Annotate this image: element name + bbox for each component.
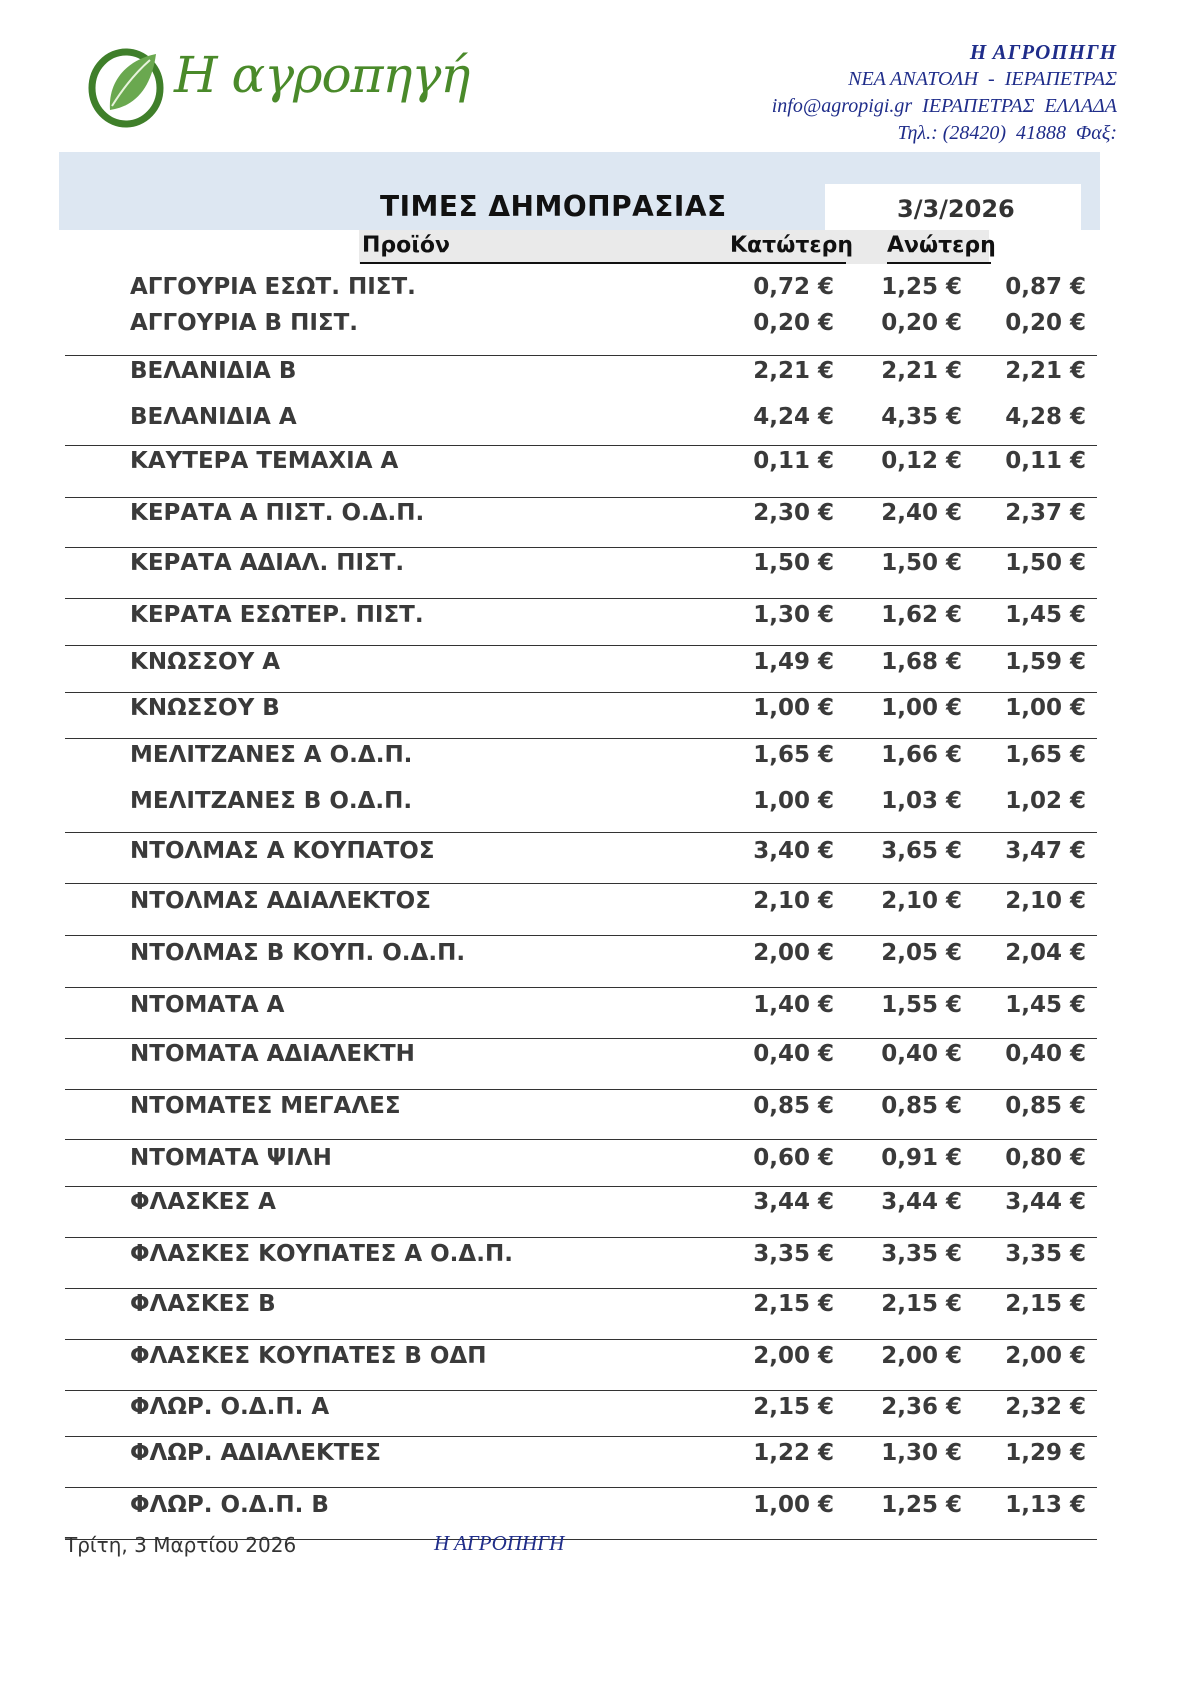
table-row bbox=[0, 1189, 1200, 1225]
table-row bbox=[0, 1291, 1200, 1327]
low-price: 1,00 € bbox=[753, 695, 834, 721]
product-name: ΚΕΡΑΤΑ ΕΣΩΤΕΡ. ΠΙΣΤ. bbox=[130, 602, 424, 628]
table-row bbox=[0, 940, 1200, 976]
high-price: 1,25 € bbox=[881, 1492, 962, 1518]
high-price: 1,66 € bbox=[881, 742, 962, 768]
average-price: 0,20 € bbox=[1005, 310, 1086, 336]
table-row bbox=[0, 358, 1200, 394]
high-price: 1,00 € bbox=[881, 695, 962, 721]
average-price: 0,87 € bbox=[1005, 274, 1086, 300]
product-name: ΝΤΟΛΜΑΣ Α ΚΟΥΠΑΤΟΣ bbox=[130, 838, 435, 864]
high-price: 1,62 € bbox=[881, 602, 962, 628]
low-price: 0,85 € bbox=[753, 1093, 834, 1119]
low-price: 4,24 € bbox=[753, 404, 834, 430]
product-name: ΦΛΑΣΚΕΣ Α bbox=[130, 1189, 276, 1215]
row-divider bbox=[65, 355, 1097, 356]
table-row bbox=[0, 274, 1200, 310]
high-price: 0,40 € bbox=[881, 1041, 962, 1067]
low-price: 0,40 € bbox=[753, 1041, 834, 1067]
row-divider bbox=[65, 497, 1097, 498]
table-row bbox=[0, 310, 1200, 346]
high-price: 1,50 € bbox=[881, 550, 962, 576]
low-price: 2,15 € bbox=[753, 1394, 834, 1420]
table-row bbox=[0, 838, 1200, 874]
header-underline bbox=[360, 262, 846, 264]
logo-wordmark: Η αγροπηγή bbox=[174, 46, 470, 104]
average-price: 0,11 € bbox=[1005, 448, 1086, 474]
table-row bbox=[0, 992, 1200, 1028]
low-price: 0,11 € bbox=[753, 448, 834, 474]
low-price: 0,72 € bbox=[753, 274, 834, 300]
high-price: 0,12 € bbox=[881, 448, 962, 474]
table-row bbox=[0, 695, 1200, 731]
product-name: ΦΛΑΣΚΕΣ ΚΟΥΠΑΤΕΣ Α Ο.Δ.Π. bbox=[130, 1241, 513, 1267]
average-price: 2,10 € bbox=[1005, 888, 1086, 914]
table-row bbox=[0, 500, 1200, 536]
table-row bbox=[0, 1492, 1200, 1528]
row-divider bbox=[65, 1487, 1097, 1488]
average-price: 1,02 € bbox=[1005, 788, 1086, 814]
high-price: 4,35 € bbox=[881, 404, 962, 430]
average-price: 3,44 € bbox=[1005, 1189, 1086, 1215]
row-divider bbox=[65, 935, 1097, 936]
row-divider bbox=[65, 1089, 1097, 1090]
high-price: 0,20 € bbox=[881, 310, 962, 336]
low-price: 1,49 € bbox=[753, 649, 834, 675]
table-row bbox=[0, 1394, 1200, 1430]
average-price: 2,37 € bbox=[1005, 500, 1086, 526]
average-price: 2,00 € bbox=[1005, 1343, 1086, 1369]
high-price: 0,91 € bbox=[881, 1145, 962, 1171]
table-row bbox=[0, 742, 1200, 778]
product-name: ΝΤΟΜΑΤΕΣ ΜΕΓΑΛΕΣ bbox=[130, 1093, 401, 1119]
average-price: 1,29 € bbox=[1005, 1440, 1086, 1466]
table-row bbox=[0, 1440, 1200, 1476]
company-name: Η ΑΓΡΟΠΗΓΗ bbox=[969, 40, 1117, 64]
average-price: 1,50 € bbox=[1005, 550, 1086, 576]
company-logo bbox=[86, 44, 470, 134]
row-divider bbox=[65, 883, 1097, 884]
product-name: ΝΤΟΜΑΤΑ Α bbox=[130, 992, 285, 1018]
row-divider bbox=[65, 445, 1097, 446]
company-info bbox=[772, 38, 1117, 147]
low-price: 1,00 € bbox=[753, 1492, 834, 1518]
average-price: 1,45 € bbox=[1005, 992, 1086, 1018]
average-price: 1,13 € bbox=[1005, 1492, 1086, 1518]
average-price: 3,35 € bbox=[1005, 1241, 1086, 1267]
product-name: ΝΤΟΜΑΤΑ ΨΙΛΗ bbox=[130, 1145, 332, 1171]
table-row bbox=[0, 1145, 1200, 1181]
high-price: 2,05 € bbox=[881, 940, 962, 966]
header-underline bbox=[887, 262, 991, 264]
table-row bbox=[0, 1241, 1200, 1277]
high-price: 2,10 € bbox=[881, 888, 962, 914]
product-name: ΚΑΥΤΕΡΑ ΤΕΜΑΧΙΑ Α bbox=[130, 448, 399, 474]
low-price: 0,20 € bbox=[753, 310, 834, 336]
product-name: ΜΕΛΙΤΖΑΝΕΣ Β Ο.Δ.Π. bbox=[130, 788, 413, 814]
row-divider bbox=[65, 1237, 1097, 1238]
leaf-icon bbox=[86, 44, 170, 128]
product-name: ΚΕΡΑΤΑ Α ΠΙΣΤ. Ο.Δ.Π. bbox=[130, 500, 425, 526]
product-name: ΜΕΛΙΤΖΑΝΕΣ Α Ο.Δ.Π. bbox=[130, 742, 413, 768]
row-divider bbox=[65, 547, 1097, 548]
high-price: 1,30 € bbox=[881, 1440, 962, 1466]
average-price: 0,40 € bbox=[1005, 1041, 1086, 1067]
row-divider bbox=[65, 1390, 1097, 1391]
row-divider bbox=[65, 598, 1097, 599]
footer-company: Η ΑΓΡΟΠΗΓΗ bbox=[434, 1531, 565, 1555]
low-price: 2,00 € bbox=[753, 1343, 834, 1369]
high-price: 1,25 € bbox=[881, 274, 962, 300]
low-price: 1,00 € bbox=[753, 788, 834, 814]
table-row bbox=[0, 602, 1200, 638]
high-price: 1,03 € bbox=[881, 788, 962, 814]
row-divider bbox=[65, 1186, 1097, 1187]
low-price: 1,65 € bbox=[753, 742, 834, 768]
auction-date: 3/3/2026 bbox=[897, 195, 1015, 223]
product-name: ΦΛΩΡ. Ο.Δ.Π. Α bbox=[130, 1394, 330, 1420]
high-price: 3,35 € bbox=[881, 1241, 962, 1267]
low-price: 1,22 € bbox=[753, 1440, 834, 1466]
low-price: 1,30 € bbox=[753, 602, 834, 628]
product-name: ΝΤΟΛΜΑΣ Β ΚΟΥΠ. Ο.Δ.Π. bbox=[130, 940, 466, 966]
row-divider bbox=[65, 692, 1097, 693]
average-price: 0,85 € bbox=[1005, 1093, 1086, 1119]
average-price: 0,80 € bbox=[1005, 1145, 1086, 1171]
high-price: 2,00 € bbox=[881, 1343, 962, 1369]
average-price: 2,15 € bbox=[1005, 1291, 1086, 1317]
company-address: ΝΕΑ ΑΝΑΤΟΛΗ - ΙΕΡΑΠΕΤΡΑΣ bbox=[848, 68, 1117, 90]
high-price: 1,68 € bbox=[881, 649, 962, 675]
high-price: 3,44 € bbox=[881, 1189, 962, 1215]
product-name: ΒΕΛΑΝΙΔΙΑ Β bbox=[130, 358, 297, 384]
page-title: ΤΙΜΕΣ ΔΗΜΟΠΡΑΣΙΑΣ bbox=[380, 190, 727, 223]
high-price: 0,85 € bbox=[881, 1093, 962, 1119]
product-name: ΚΝΩΣΣΟΥ Β bbox=[130, 695, 280, 721]
low-price: 2,30 € bbox=[753, 500, 834, 526]
low-price: 0,60 € bbox=[753, 1145, 834, 1171]
row-divider bbox=[65, 645, 1097, 646]
product-name: ΝΤΟΛΜΑΣ ΑΔΙΑΛΕΚΤΟΣ bbox=[130, 888, 431, 914]
average-price: 3,47 € bbox=[1005, 838, 1086, 864]
row-divider bbox=[65, 738, 1097, 739]
average-price: 1,00 € bbox=[1005, 695, 1086, 721]
product-name: ΚΕΡΑΤΑ ΑΔΙΑΛ. ΠΙΣΤ. bbox=[130, 550, 405, 576]
column-header-low: Κατώτερη bbox=[730, 233, 854, 258]
row-divider bbox=[65, 1339, 1097, 1340]
low-price: 2,21 € bbox=[753, 358, 834, 384]
low-price: 3,35 € bbox=[753, 1241, 834, 1267]
row-divider bbox=[65, 1436, 1097, 1437]
table-row bbox=[0, 1093, 1200, 1129]
row-divider bbox=[65, 832, 1097, 833]
product-name: ΝΤΟΜΑΤΑ ΑΔΙΑΛΕΚΤΗ bbox=[130, 1041, 415, 1067]
row-divider bbox=[65, 1139, 1097, 1140]
product-name: ΦΛΑΣΚΕΣ Β bbox=[130, 1291, 276, 1317]
high-price: 2,40 € bbox=[881, 500, 962, 526]
low-price: 3,40 € bbox=[753, 838, 834, 864]
table-row bbox=[0, 1041, 1200, 1077]
row-divider bbox=[65, 987, 1097, 988]
product-name: ΑΓΓΟΥΡΙΑ ΕΣΩΤ. ΠΙΣΤ. bbox=[130, 274, 416, 300]
product-name: ΦΛΩΡ. Ο.Δ.Π. Β bbox=[130, 1492, 329, 1518]
high-price: 3,65 € bbox=[881, 838, 962, 864]
low-price: 2,00 € bbox=[753, 940, 834, 966]
low-price: 1,50 € bbox=[753, 550, 834, 576]
table-row bbox=[0, 1343, 1200, 1379]
average-price: 2,32 € bbox=[1005, 1394, 1086, 1420]
row-divider bbox=[65, 1038, 1097, 1039]
low-price: 1,40 € bbox=[753, 992, 834, 1018]
high-price: 1,55 € bbox=[881, 992, 962, 1018]
average-price: 1,45 € bbox=[1005, 602, 1086, 628]
table-row bbox=[0, 550, 1200, 586]
product-name: ΦΛΩΡ. ΑΔΙΑΛΕΚΤΕΣ bbox=[130, 1440, 381, 1466]
high-price: 2,21 € bbox=[881, 358, 962, 384]
average-price: 2,21 € bbox=[1005, 358, 1086, 384]
low-price: 2,15 € bbox=[753, 1291, 834, 1317]
column-header-high: Ανώτερη bbox=[887, 233, 996, 258]
row-divider bbox=[65, 1288, 1097, 1289]
product-name: ΑΓΓΟΥΡΙΑ Β ΠΙΣΤ. bbox=[130, 310, 359, 336]
high-price: 2,15 € bbox=[881, 1291, 962, 1317]
company-email: info@agropigi.gr ΙΕΡΑΠΕΤΡΑΣ ΕΛΛΑΔΑ bbox=[771, 95, 1117, 117]
low-price: 3,44 € bbox=[753, 1189, 834, 1215]
average-price: 4,28 € bbox=[1005, 404, 1086, 430]
table-row bbox=[0, 404, 1200, 440]
average-price: 1,65 € bbox=[1005, 742, 1086, 768]
table-row bbox=[0, 448, 1200, 484]
table-row bbox=[0, 888, 1200, 924]
average-price: 1,59 € bbox=[1005, 649, 1086, 675]
average-price: 2,04 € bbox=[1005, 940, 1086, 966]
low-price: 2,10 € bbox=[753, 888, 834, 914]
product-name: ΚΝΩΣΣΟΥ Α bbox=[130, 649, 281, 675]
product-name: ΒΕΛΑΝΙΔΙΑ Α bbox=[130, 404, 297, 430]
high-price: 2,36 € bbox=[881, 1394, 962, 1420]
column-header-product: Προϊόν bbox=[362, 233, 450, 258]
product-name: ΦΛΑΣΚΕΣ ΚΟΥΠΑΤΕΣ Β ΟΔΠ bbox=[130, 1343, 487, 1369]
table-row bbox=[0, 788, 1200, 824]
table-row bbox=[0, 649, 1200, 685]
company-phone: Τηλ.: (28420) 41888 Φαξ: bbox=[897, 122, 1117, 144]
footer-date: Τρίτη, 3 Μαρτίου 2026 bbox=[65, 1533, 297, 1557]
